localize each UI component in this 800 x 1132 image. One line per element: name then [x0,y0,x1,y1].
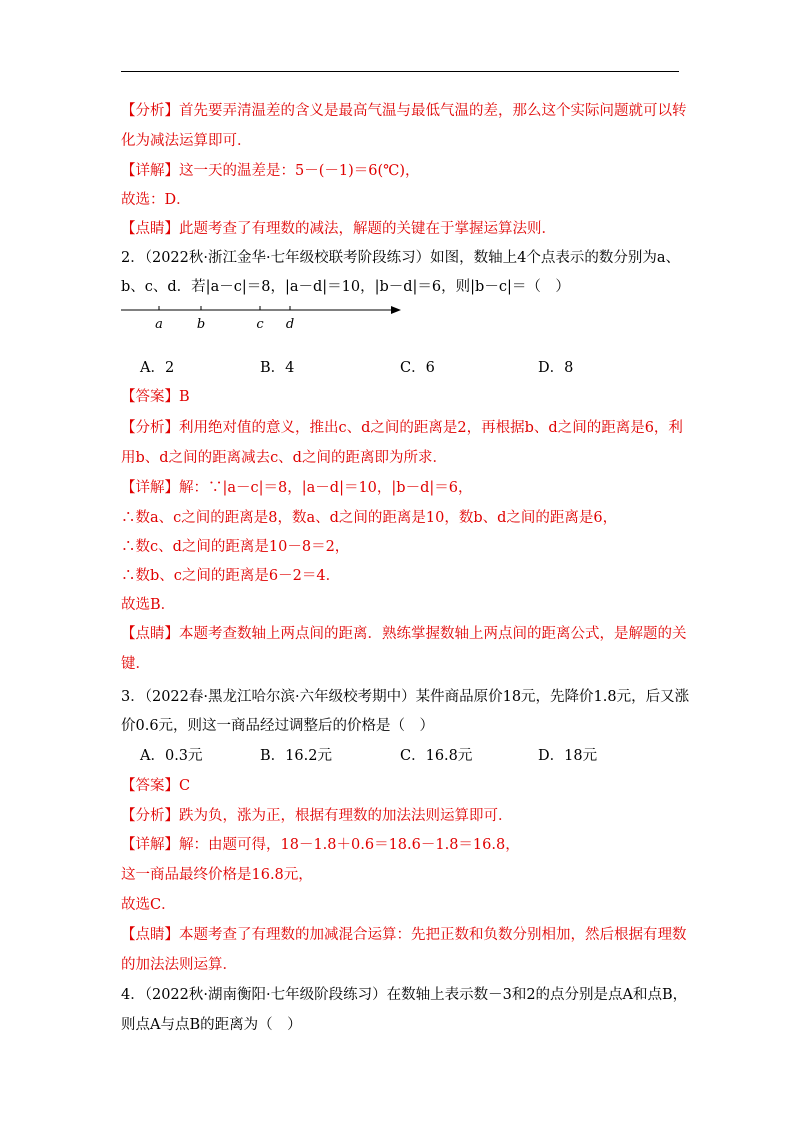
analysis-line: 【分析】跌为负，涨为正，根据有理数的加法法则运算即可． [121,808,513,824]
answer-line: 【答案】B [121,389,190,405]
detail-line: ∴数c、d之间的距离是10－8＝2， [121,539,350,555]
point-label-d: d [285,317,295,332]
point-label-a: a [155,317,163,332]
option-c: C．16.8元 [400,748,473,764]
detail-line: ∴数a、c之间的距离是8，数a、d之间的距离是10，数b、d之间的距离是6， [121,510,618,526]
comment-line: 【点睛】本题考查了有理数的加减混合运算：先把正数和负数分别相加，然后根据有理数 [121,927,687,943]
number-line-figure [121,300,401,340]
detail-line: 【详解】这一天的温差是：5－(－1)＝6(℃)， [121,163,420,179]
option-d: D．18元 [538,748,598,764]
comment-line: 的加法法则运算． [121,957,237,973]
option-a: A．2 [140,360,175,376]
detail-line: 这一商品最终价格是16.8元， [121,867,313,883]
option-b: B．16.2元 [260,748,332,764]
header-rule [121,71,679,72]
choice-line: 故选C． [121,897,176,913]
choice-line: 故选B． [121,597,176,613]
question-4-text: 4．（2022秋·湖南衡阳·七年级阶段练习）在数轴上表示数－3和2的点分别是点A和点B， [121,987,688,1003]
choice-line: 故选：D． [121,192,191,208]
option-b: B．4 [260,360,295,376]
analysis-line: 【分析】首先要弄清温差的含义是最高气温与最低气温的差，那么这个实际问题就可以转 [121,103,687,119]
comment-line: 键． [121,656,150,672]
analysis-line: 【分析】利用绝对值的意义，推出c、d之间的距离是2，再根据b、d之间的距离是6，利 [121,420,683,436]
point-label-b: b [196,317,206,332]
analysis-line: 化为减法运算即可． [121,133,252,149]
question-3-text: 价0.6元，则这一商品经过调整后的价格是（ ） [121,718,435,734]
arrow-icon [391,306,401,314]
option-d: D．8 [538,360,574,376]
detail-line: 【详解】解：∵|a－c|＝8，|a－d|＝10，|b－d|＝6， [121,480,473,496]
analysis-line: 用b、d之间的距离减去c、d之间的距离即为所求． [121,450,447,466]
question-4-text: 则点A与点B的距离为（ ） [121,1017,302,1033]
option-c: C．6 [400,360,435,376]
comment-line: 【点睛】此题考查了有理数的减法，解题的关键在于掌握运算法则． [121,221,556,237]
option-a: A．0.3元 [140,748,203,764]
question-2-text: 2．（2022秋·浙江金华·七年级校联考阶段练习）如图，数轴上4个点表示的数分别为a、 [121,250,680,266]
answer-line: 【答案】C [121,778,191,794]
point-label-c: c [256,317,264,332]
question-3-text: 3．（2022春·黑龙江哈尔滨·六年级校考期中）某件商品原价18元，先降价1.8元，后又涨 [121,689,690,705]
detail-line: ∴数b、c之间的距离是6－2＝4． [121,568,341,584]
question-2-text: b、c、d．若|a－c|＝8，|a－d|＝10，|b－d|＝6，则|b－c|＝（ ） [121,279,570,295]
detail-line: 【详解】解：由题可得，18－1.8＋0.6＝18.6－1.8＝16.8， [121,837,520,853]
comment-line: 【点睛】本题考查数轴上两点间的距离．熟练掌握数轴上两点间的距离公式，是解题的关 [121,626,687,642]
